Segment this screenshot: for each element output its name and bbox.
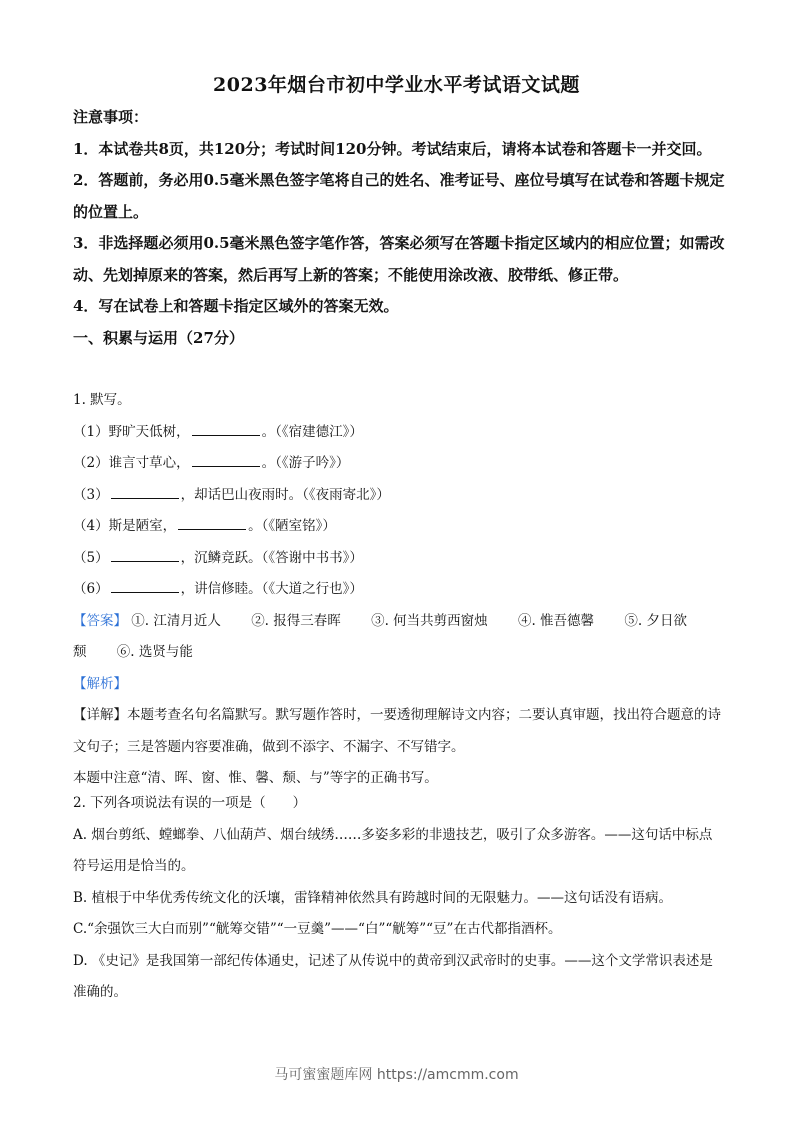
answer-item: ①. 江清月近人: [131, 612, 221, 629]
option-b: B. 植根于中华优秀传统文化的沃壤，雷锋精神依然具有跨越时间的无限魅力。——这句话没有语病。: [73, 889, 673, 906]
fill-post: ，讲信修睦。（《大道之行也》）: [180, 581, 363, 597]
fill-item: [73, 417, 723, 449]
fill-blank: [111, 578, 179, 593]
fill-pre: （5）: [73, 549, 109, 566]
notice-item: 4．写在试卷上和答题卡指定区域外的答案无效。: [73, 297, 399, 315]
fill-pre: （4）斯是陋室，: [73, 518, 177, 534]
answer-tag: 【答案】: [73, 612, 127, 629]
option-c: C.“余强饮三大白而别”“觥筹交错”“一豆羹”——“白”“觥筹”“豆”在古代都指酒杯。: [73, 921, 562, 937]
fill-blank: [111, 484, 179, 499]
answer-item: ③. 何当共剪西窗烛: [371, 612, 488, 629]
section-heading: 一、积累与运用（27分）: [73, 328, 244, 347]
fill-item: [73, 448, 723, 480]
question-stem: 1. 默写。: [73, 392, 131, 408]
footer-watermark: 马可蜜蜜题库网 https://amcmm.com: [274, 1067, 519, 1083]
question-1: [73, 385, 723, 795]
question-stem: 2. 下列各项说法有误的一项是（ ）: [73, 795, 307, 811]
page-title: 2023年烟台市初中学业水平考试语文试题: [213, 74, 580, 96]
fill-item: [73, 543, 723, 575]
notice-item: 3．非选择题必须用0.5毫米黑色签字笔作答，答案必须写在答题卡指定区域内的相应位置；如需改动、先划掉原来的答案，然后再写上新的答案；不能使用涂改液、胶带纸、修正带。: [73, 234, 725, 284]
notice-item: 1．本试卷共8页，共120分；考试时间120分钟。考试结束后，请将本试卷和答题卡一并交回。: [73, 139, 712, 158]
fill-item: [73, 574, 723, 606]
fill-pre: （3）: [73, 486, 109, 503]
fill-blank: [178, 515, 246, 530]
fill-post: ，沉鳞竞跃。（《答谢中书书》）: [180, 549, 363, 566]
fill-post: ，却话巴山夜雨时。（《夜雨寄北》）: [180, 486, 390, 503]
answer-item: ⑤. 夕日欲颓: [73, 612, 687, 660]
notice-heading: 注意事项：: [73, 108, 149, 126]
detail-text: 【详解】本题考查名句名篇默写。默写题作答时，一要透彻理解诗文内容；二要认真审题，找出符合题意的诗文句子；三是答题内容要准确，做到不添字、不漏字、不写错字。: [73, 707, 721, 755]
notice-item: 2．答题前，务必用0.5毫米黑色签字笔将自己的姓名、准考证号、座位号填写在试卷和答题卡规定的位置上。: [73, 171, 725, 221]
fill-post: 。（《宿建德江》）: [261, 423, 363, 440]
answer-item: ④. 惟吾德馨: [517, 612, 595, 629]
answer-line: [73, 606, 723, 669]
fill-pre: （1）野旷天低树，: [73, 423, 190, 440]
answer-item: ②. 报得三春晖: [251, 612, 341, 629]
fill-blank: [111, 547, 179, 562]
fill-blank: [192, 421, 260, 436]
question-2: [73, 788, 723, 1009]
fill-pre: （6）: [73, 581, 109, 597]
note-text: 本题中注意“清、晖、窗、惟、馨、颓、与”等字的正确书写。: [73, 770, 438, 786]
option-a: A. 烟台剪纸、螳螂拳、八仙葫芦、烟台绒绣……多姿多彩的非遗技艺，吸引了众多游客。——这句话中标点符号运用是恰当的。: [73, 826, 713, 874]
fill-blank: [192, 452, 260, 467]
fill-pre: （2）谁言寸草心，: [73, 455, 190, 471]
answer-item: ⑥. 选贤与能: [116, 644, 193, 660]
fill-item: [73, 480, 723, 512]
notice-block: [73, 102, 733, 354]
fill-post: 。（《陋室铭》）: [248, 518, 336, 534]
fill-post: 。（《游子吟》）: [261, 455, 350, 471]
fill-item: [73, 511, 723, 543]
analysis-tag: 【解析】: [73, 675, 127, 692]
option-d: D. 《史记》是我国第一部纪传体通史，记述了从传说中的黄帝到汉武帝时的史事。——这个文学常识表述是准确的。: [73, 952, 713, 1000]
